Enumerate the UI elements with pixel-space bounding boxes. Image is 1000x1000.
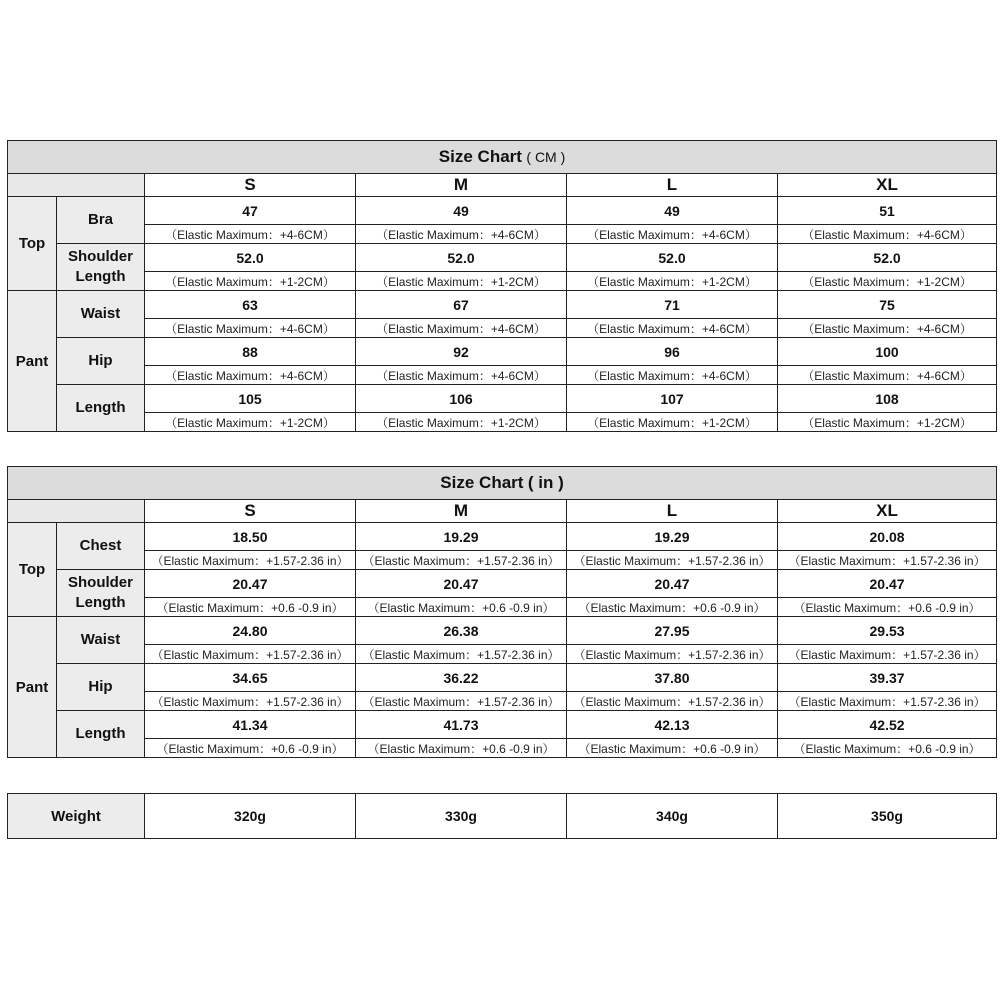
in-cell-note: （Elastic Maximum：+0.6 -0.9 in） [567, 739, 778, 758]
cm-cell-note: （Elastic Maximum：+1-2CM） [567, 272, 778, 291]
cm-row-shoulder [8, 244, 997, 272]
in-cell-value: 24.80 [145, 617, 356, 645]
cm-cell-note: （Elastic Maximum：+4-6CM） [567, 319, 778, 338]
cm-cell-value: 71 [567, 291, 778, 319]
cm-cell-value: 88 [145, 338, 356, 366]
in-cell-value: 20.08 [778, 523, 997, 551]
cm-cell-value: 52.0 [778, 244, 997, 272]
weight-value: 330g [356, 794, 567, 839]
in-cell-value: 29.53 [778, 617, 997, 645]
in-cell-value: 19.29 [567, 523, 778, 551]
cm-cell-note: （Elastic Maximum：+4-6CM） [145, 319, 356, 338]
cm-row-label: Length [57, 385, 145, 432]
cm-row-label: Waist [57, 291, 145, 338]
in-cell-value: 39.37 [778, 664, 997, 692]
cm-cell-note: （Elastic Maximum：+4-6CM） [145, 366, 356, 385]
cm-row-label: Shoulder Length [57, 244, 145, 291]
cm-row-length [8, 385, 997, 413]
cm-row-shoulder-note [8, 272, 997, 291]
weight-value: 320g [145, 794, 356, 839]
in-row-label: Chest [57, 523, 145, 570]
in-row-label: Length [57, 711, 145, 758]
in-cell-value: 42.13 [567, 711, 778, 739]
cm-header-corner [8, 174, 145, 197]
in-cell-note: （Elastic Maximum：+0.6 -0.9 in） [778, 598, 997, 617]
in-cell-value: 37.80 [567, 664, 778, 692]
in-cell-value: 36.22 [356, 664, 567, 692]
in-row-label: Hip [57, 664, 145, 711]
cm-cell-note: （Elastic Maximum：+1-2CM） [145, 413, 356, 432]
cm-cell-value: 75 [778, 291, 997, 319]
in-cell-note: （Elastic Maximum：+1.57-2.36 in） [356, 645, 567, 664]
in-group-top: Top [8, 523, 57, 617]
cm-row-length-note [8, 413, 997, 432]
cm-cell-note: （Elastic Maximum：+4-6CM） [356, 366, 567, 385]
cm-cell-note: （Elastic Maximum：+4-6CM） [567, 225, 778, 244]
cm-cell-value: 49 [356, 197, 567, 225]
cm-row-hip [8, 338, 997, 366]
in-cell-note: （Elastic Maximum：+1.57-2.36 in） [145, 645, 356, 664]
in-cell-value: 18.50 [145, 523, 356, 551]
cm-cell-note: （Elastic Maximum：+1-2CM） [356, 413, 567, 432]
in-size-header: S [145, 500, 356, 523]
cm-cell-note: （Elastic Maximum：+4-6CM） [778, 225, 997, 244]
cm-cell-note: （Elastic Maximum：+1-2CM） [567, 413, 778, 432]
cm-row-bra-note [8, 225, 997, 244]
cm-title-unit: ( CM ) [526, 149, 566, 165]
cm-size-header: M [356, 174, 567, 197]
in-row-length [8, 711, 997, 739]
cm-cell-note: （Elastic Maximum：+4-6CM） [356, 319, 567, 338]
cm-cell-value: 47 [145, 197, 356, 225]
in-cell-note: （Elastic Maximum：+1.57-2.36 in） [145, 551, 356, 570]
in-cell-note: （Elastic Maximum：+1.57-2.36 in） [145, 692, 356, 711]
cm-cell-value: 92 [356, 338, 567, 366]
in-title-unit: ( in ) [527, 473, 564, 492]
cm-cell-value: 96 [567, 338, 778, 366]
in-row-shoulder-note [8, 598, 997, 617]
in-cell-note: （Elastic Maximum：+0.6 -0.9 in） [567, 598, 778, 617]
in-size-header: M [356, 500, 567, 523]
cm-row-waist [8, 291, 997, 319]
in-row-chest [8, 523, 997, 551]
in-size-header: L [567, 500, 778, 523]
cm-table-title [8, 141, 997, 174]
cm-cell-value: 52.0 [567, 244, 778, 272]
weight-value: 350g [778, 794, 997, 839]
in-cell-value: 19.29 [356, 523, 567, 551]
in-cell-value: 20.47 [356, 570, 567, 598]
in-cell-note: （Elastic Maximum：+0.6 -0.9 in） [356, 739, 567, 758]
cm-cell-value: 107 [567, 385, 778, 413]
size-chart-cm-table [7, 140, 997, 432]
cm-cell-value: 49 [567, 197, 778, 225]
cm-cell-value: 52.0 [145, 244, 356, 272]
in-cell-note: （Elastic Maximum：+1.57-2.36 in） [778, 692, 997, 711]
in-cell-value: 27.95 [567, 617, 778, 645]
in-cell-note: （Elastic Maximum：+1.57-2.36 in） [356, 551, 567, 570]
in-row-label: Waist [57, 617, 145, 664]
cm-cell-note: （Elastic Maximum：+4-6CM） [356, 225, 567, 244]
in-cell-value: 20.47 [778, 570, 997, 598]
cm-cell-note: （Elastic Maximum：+1-2CM） [356, 272, 567, 291]
cm-size-header-row [8, 174, 997, 197]
cm-size-header: S [145, 174, 356, 197]
in-cell-note: （Elastic Maximum：+0.6 -0.9 in） [356, 598, 567, 617]
cm-title-text: Size Chart [438, 147, 522, 166]
in-cell-value: 41.73 [356, 711, 567, 739]
cm-cell-note: （Elastic Maximum：+4-6CM） [778, 319, 997, 338]
in-row-label: Shoulder Length [57, 570, 145, 617]
cm-cell-value: 106 [356, 385, 567, 413]
cm-row-label: Bra [57, 197, 145, 244]
cm-cell-value: 108 [778, 385, 997, 413]
cm-cell-value: 100 [778, 338, 997, 366]
in-cell-note: （Elastic Maximum：+1.57-2.36 in） [778, 645, 997, 664]
in-row-hip-note [8, 692, 997, 711]
in-header-corner [8, 500, 145, 523]
in-cell-value: 20.47 [567, 570, 778, 598]
in-row-shoulder [8, 570, 997, 598]
in-cell-note: （Elastic Maximum：+1.57-2.36 in） [356, 692, 567, 711]
cm-cell-value: 51 [778, 197, 997, 225]
weight-value: 340g [567, 794, 778, 839]
in-cell-value: 26.38 [356, 617, 567, 645]
cm-row-hip-note [8, 366, 997, 385]
cm-cell-note: （Elastic Maximum：+1-2CM） [778, 413, 997, 432]
in-cell-note: （Elastic Maximum：+0.6 -0.9 in） [145, 739, 356, 758]
cm-cell-value: 105 [145, 385, 356, 413]
cm-group-pant: Pant [8, 291, 57, 432]
cm-row-waist-note [8, 319, 997, 338]
in-cell-note: （Elastic Maximum：+1.57-2.36 in） [567, 551, 778, 570]
in-cell-value: 41.34 [145, 711, 356, 739]
cm-cell-note: （Elastic Maximum：+1-2CM） [145, 272, 356, 291]
cm-cell-value: 67 [356, 291, 567, 319]
cm-cell-note: （Elastic Maximum：+4-6CM） [567, 366, 778, 385]
cm-row-label: Hip [57, 338, 145, 385]
in-cell-note: （Elastic Maximum：+0.6 -0.9 in） [778, 739, 997, 758]
cm-cell-note: （Elastic Maximum：+4-6CM） [145, 225, 356, 244]
in-row-hip [8, 664, 997, 692]
size-chart-in-table [7, 466, 997, 758]
cm-size-header: L [567, 174, 778, 197]
cm-cell-value: 63 [145, 291, 356, 319]
in-cell-value: 42.52 [778, 711, 997, 739]
in-row-waist-note [8, 645, 997, 664]
in-group-pant: Pant [8, 617, 57, 758]
cm-size-header: XL [778, 174, 997, 197]
in-cell-note: （Elastic Maximum：+1.57-2.36 in） [567, 645, 778, 664]
cm-row-bra [8, 197, 997, 225]
in-cell-note: （Elastic Maximum：+1.57-2.36 in） [778, 551, 997, 570]
weight-label: Weight [8, 794, 145, 839]
cm-cell-note: （Elastic Maximum：+1-2CM） [778, 272, 997, 291]
in-cell-value: 34.65 [145, 664, 356, 692]
in-row-length-note [8, 739, 997, 758]
in-row-waist [8, 617, 997, 645]
cm-group-top: Top [8, 197, 57, 291]
cm-cell-value: 52.0 [356, 244, 567, 272]
weight-table [7, 793, 997, 839]
in-cell-value: 20.47 [145, 570, 356, 598]
in-table-title [8, 467, 997, 500]
in-title-text: Size Chart [440, 473, 524, 492]
in-size-header: XL [778, 500, 997, 523]
cm-cell-note: （Elastic Maximum：+4-6CM） [778, 366, 997, 385]
in-cell-note: （Elastic Maximum：+0.6 -0.9 in） [145, 598, 356, 617]
in-row-chest-note [8, 551, 997, 570]
weight-row [8, 794, 997, 839]
in-cell-note: （Elastic Maximum：+1.57-2.36 in） [567, 692, 778, 711]
in-size-header-row [8, 500, 997, 523]
